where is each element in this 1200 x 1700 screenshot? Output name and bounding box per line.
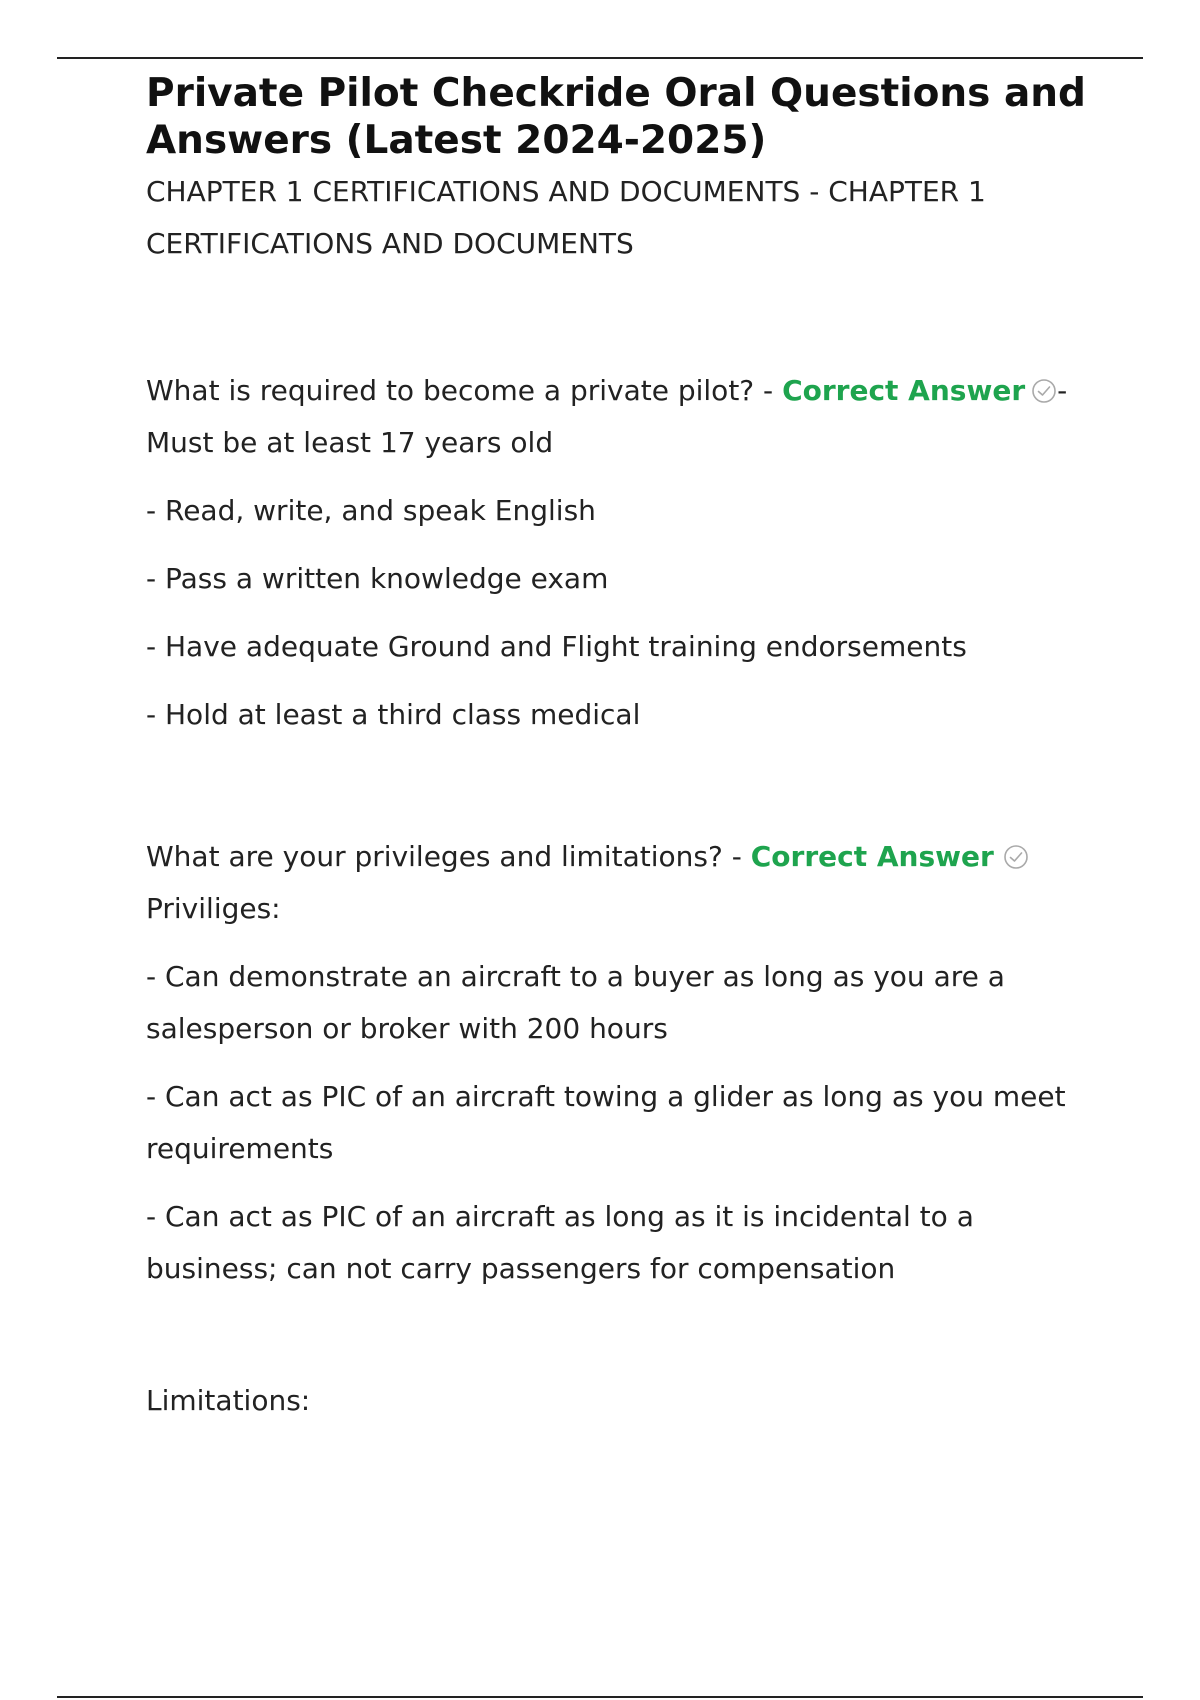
chapter-heading: CHAPTER 1 CERTIFICATIONS AND DOCUMENTS - CHAPTER 1 CERTIFICATIONS AND DOCUMENTS [146,175,986,260]
list-item: - Can act as PIC of an aircraft towing a glider as long as you meet requirements [146,1080,1066,1165]
check-circle-icon [1031,378,1057,404]
correct-answer-label: Correct Answer [750,840,994,873]
question-label: What is required to become a private pilot? - [146,374,783,407]
list-item: - Hold at least a third class medical [146,698,641,731]
qa-item-privileges [146,831,1086,1427]
list-item: - Have adequate Ground and Flight training endorsements [146,630,967,663]
top-rule [57,57,1143,59]
question-text [146,831,1086,935]
answer-first-line: - Must be at least 17 years old [146,374,1068,459]
list-item: - Can demonstrate an aircraft to a buyer as long as you are a salesperson or broker with 200 hours [146,960,1005,1045]
check-circle-icon [1003,844,1029,870]
limitations-heading: Limitations: [146,1384,311,1417]
bottom-rule [57,1696,1143,1698]
question-text [146,365,1086,469]
correct-answer-label: Correct Answer [782,374,1026,407]
document-body [146,70,1086,1427]
list-item: - Read, write, and speak English [146,494,596,527]
answer-first-line: Priviliges: [146,892,281,925]
document-title: Private Pilot Checkride Oral Questions and Answers (Latest 2024-2025) [146,71,1086,163]
list-item: - Can act as PIC of an aircraft as long as it is incidental to a business; can not carry passengers for compensation [146,1200,974,1285]
list-item: - Pass a written knowledge exam [146,562,609,595]
qa-item-requirements [146,365,1086,741]
question-label: What are your privileges and limitations? - [146,840,751,873]
